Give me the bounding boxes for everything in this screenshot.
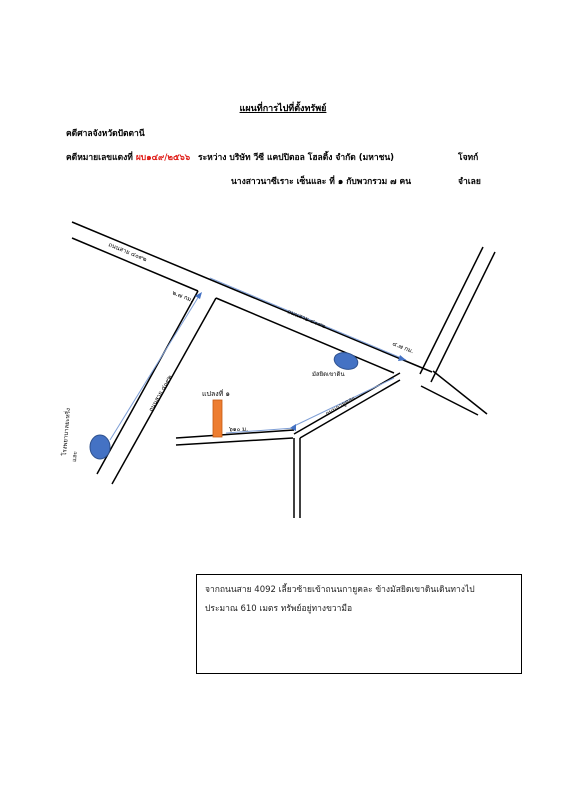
distance-left-label: ๒.๗ กม. [171, 289, 195, 305]
directions-note [196, 574, 522, 674]
school-marker [90, 435, 110, 459]
case-number: ผบ๑๔๙/๒๕๖๖ [135, 153, 191, 163]
distance-parcel-label: ๖๑๐ ม. [229, 426, 249, 433]
road-middle-label: ถนนสาย ๔๐๙๒ [286, 308, 327, 331]
plaintiff-role: โจทก์ [458, 153, 479, 163]
directions-line-2: ประมาณ 610 เมตร ทรัพย์อยู่ทางขวามือ [205, 604, 353, 614]
road-left-vertical [97, 291, 216, 484]
case-prefix: คดีหมายเลขแดงที่ [66, 153, 133, 163]
road-lower [176, 380, 400, 518]
mosque-marker [332, 350, 359, 372]
defendant-role: จำเลย [458, 177, 481, 187]
directions-line-1: จากถนนสาย 4092 เลี้ยวซ้ายเข้าถนนกายูคละ ข้างมัสยิดเขาดินเดินทางไป [205, 585, 475, 595]
road-junction-label: ถนนกายูคละ [324, 394, 357, 418]
plaintiff-name: ระหว่าง บริษัท วีซี แคปปิตอล โฮลดิ้ง จำกัด (มหาชน) [198, 153, 395, 163]
road-left-label: ถนนสาย ๔๐๙๒ [147, 373, 174, 413]
page-title: แผนที่การไปที่ตั้งทรัพย์ [239, 104, 327, 114]
school-label-2: และ [71, 450, 79, 463]
mosque-label: มัสยิดเขาดิน [312, 371, 345, 378]
parcel-marker [213, 400, 222, 437]
road-top-label: ถนนสาย ๔๐๙๒ [107, 241, 148, 264]
defendant-name: นางสาวนาซีเราะ เซ็นและ ที่ ๑ กับพวกรวม ๗ คน [231, 177, 412, 187]
road-right-branch [420, 247, 495, 382]
school-label: โรงพยาบาลยะหริ่ง [61, 407, 73, 457]
distance-right-label: ๔.๗ กม. [391, 340, 415, 356]
parcel-label: แปลงที่ ๑ [202, 390, 230, 398]
court-name: คดีศาลจังหวัดปัตตานี [66, 129, 145, 139]
